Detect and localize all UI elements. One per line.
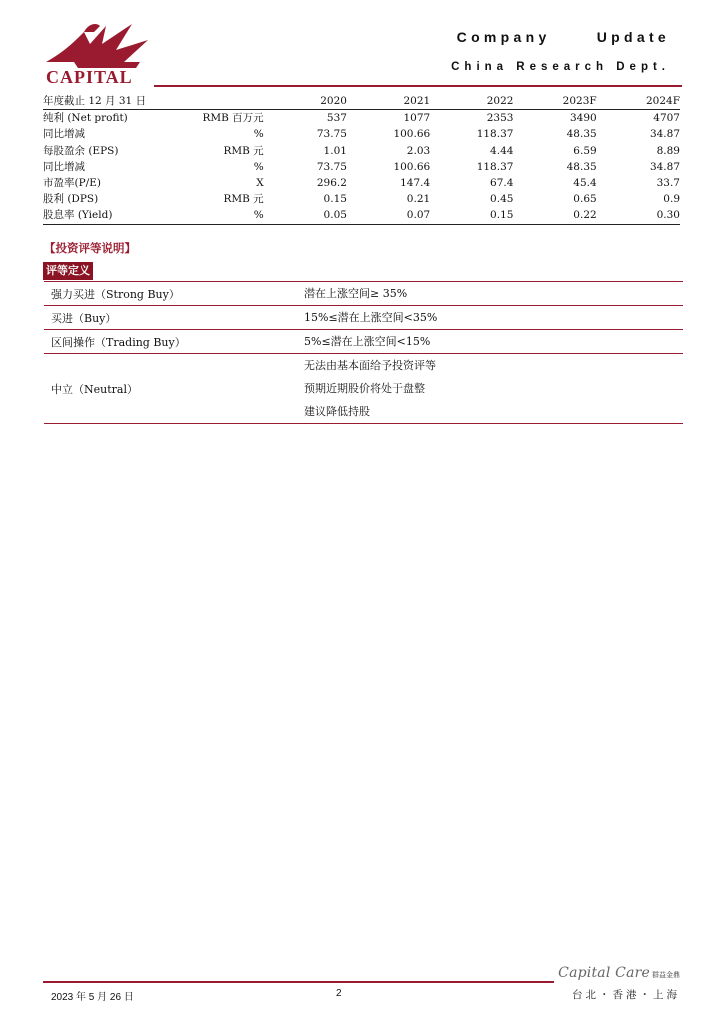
row-value: 4707 — [653, 112, 680, 125]
department-subtitle: China Research Dept. — [451, 61, 670, 73]
row-value: 34.87 — [649, 160, 680, 173]
row-label: 股利 (DPS) — [43, 193, 99, 206]
rating-definition — [304, 354, 683, 424]
header-cell-year: 2020 — [264, 93, 347, 110]
brand-wordmark: CAPITAL — [46, 67, 133, 87]
row-label: 股息率 (Yield) — [43, 207, 168, 224]
row-value: 33.7 — [656, 177, 680, 190]
rating-name: 中立（Neutral） — [44, 354, 304, 424]
report-date: 2023 年 5 月 26 日 — [51, 992, 134, 1003]
rating-name: 强力买进（Strong Buy） — [44, 282, 304, 306]
row-unit: % — [253, 160, 264, 173]
header-cell-year: 2023F — [513, 93, 596, 110]
rating-definition — [304, 282, 683, 306]
rating-definition-line: 15%≤潜在上涨空间<35% — [304, 311, 438, 324]
row-value: 0.21 — [406, 193, 431, 206]
rating-definition-line: 5%≤潜在上涨空间<15% — [304, 335, 431, 348]
table-row — [43, 143, 680, 159]
row-value: 73.75 — [316, 160, 347, 173]
row-value: 2353 — [486, 112, 514, 125]
rating-definition-line: 潜在上涨空间≥ 35% — [304, 287, 408, 300]
header-cell-year: 2022 — [430, 93, 513, 110]
row-label: 市盈率(P/E) — [43, 177, 101, 190]
row-value: 100.66 — [393, 128, 431, 141]
row-value: 296.2 — [316, 177, 347, 190]
row-label: 同比增减 — [43, 160, 85, 173]
row-value: 0.9 — [663, 193, 680, 206]
footer-cities: 台北・香港・上海 — [572, 989, 680, 1001]
header-cell-year: 2021 — [347, 93, 430, 110]
row-value: 0.65 — [573, 193, 597, 206]
row-value: 2.03 — [406, 144, 431, 157]
row-unit: % — [168, 207, 263, 224]
table-row — [43, 159, 680, 175]
row-value: 45.4 — [573, 177, 597, 190]
row-value: 0.05 — [264, 207, 347, 224]
row-label: 纯利 (Net profit) — [43, 112, 128, 125]
rating-section-title: 【投资评等说明】 — [44, 241, 136, 255]
rating-row — [44, 306, 683, 330]
table-row — [43, 126, 680, 142]
rating-definition-line: 建议降低持股 — [304, 405, 370, 418]
row-value: 118.37 — [476, 128, 514, 141]
row-value: 4.44 — [490, 144, 514, 157]
row-value: 8.89 — [656, 144, 680, 157]
rating-name: 买进（Buy） — [44, 306, 304, 330]
footer-brand — [558, 962, 680, 1002]
eagle-logo-icon — [44, 22, 158, 70]
row-unit: RMB 百万元 — [202, 112, 264, 125]
row-value: 118.37 — [476, 160, 514, 173]
table-header-row — [43, 93, 680, 110]
header-cell-unit — [168, 93, 263, 110]
row-value: 1077 — [403, 112, 431, 125]
row-unit: RMB 元 — [223, 193, 264, 206]
row-value: 73.75 — [316, 128, 347, 141]
rating-row — [44, 354, 683, 424]
row-value: 67.4 — [490, 177, 514, 190]
rating-name: 区间操作（Trading Buy） — [44, 330, 304, 354]
row-value: 0.22 — [513, 207, 596, 224]
page-number: 2 — [336, 988, 342, 999]
rating-definition-heading: 评等定义 — [43, 262, 93, 280]
brand-script-cn: 群益金鼎 — [652, 971, 680, 979]
header-divider — [154, 85, 682, 87]
rating-row — [44, 330, 683, 354]
row-value: 537 — [326, 112, 347, 125]
rating-definition-table — [44, 281, 683, 424]
row-label: 同比增减 — [43, 128, 85, 141]
rating-row — [44, 282, 683, 306]
table-row — [43, 191, 680, 207]
row-unit: % — [253, 128, 264, 141]
row-value: 1.01 — [323, 144, 347, 157]
row-value: 100.66 — [393, 160, 431, 173]
row-label: 每股盈余 (EPS) — [43, 144, 119, 157]
row-unit: RMB 元 — [223, 144, 264, 157]
row-value: 6.59 — [573, 144, 597, 157]
brand-script-text: Capital Care — [558, 965, 650, 981]
rating-definition-line: 无法由基本面给予投资评等 — [304, 359, 436, 372]
row-value: 3490 — [569, 112, 597, 125]
table-row — [43, 207, 680, 224]
row-value: 147.4 — [400, 177, 431, 190]
rating-definition — [304, 306, 683, 330]
row-value: 0.15 — [430, 207, 513, 224]
row-value: 0.07 — [347, 207, 430, 224]
rating-definition — [304, 330, 683, 354]
row-value: 0.15 — [323, 193, 347, 206]
footer-brand-logo — [558, 962, 680, 981]
header-cell-label: 年度截止 12 月 31 日 — [43, 93, 168, 110]
header-cell-year: 2024F — [597, 93, 680, 110]
row-value: 34.87 — [649, 128, 680, 141]
rating-definition-line: 预期近期股价将处于盘整 — [304, 382, 425, 395]
table-row — [43, 175, 680, 191]
row-value: 48.35 — [566, 160, 597, 173]
row-value: 0.30 — [597, 207, 680, 224]
row-value: 48.35 — [566, 128, 597, 141]
row-unit: X — [256, 177, 264, 190]
table-row — [43, 110, 680, 127]
financial-summary-table — [43, 93, 680, 225]
footer-divider — [43, 981, 554, 983]
report-type-title: Company Update — [456, 29, 670, 45]
row-value: 0.45 — [490, 193, 514, 206]
